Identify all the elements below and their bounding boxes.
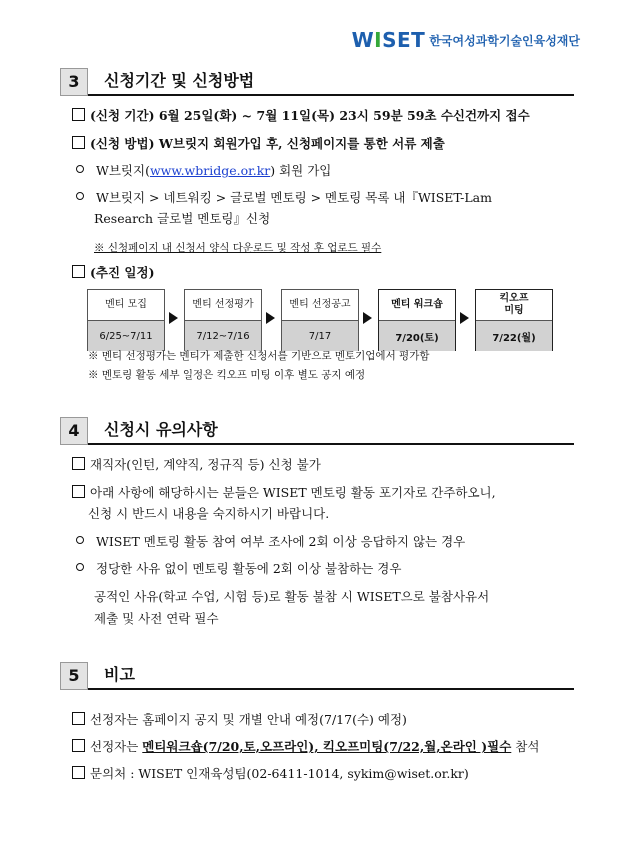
checkbox-square-icon — [72, 457, 85, 470]
flow-step-label: 킥오프 미팅 — [476, 290, 552, 321]
circle-bullet-icon — [76, 165, 84, 173]
section-4-header — [60, 413, 574, 445]
contact-item: 문의처 : WISET 인재육성팀(02-6411-1014, sykim@wiset.or.kr) — [72, 765, 469, 783]
flow-step-label: 멘티 선정공고 — [282, 290, 358, 321]
bullet-apply-path: W브릿지 > 네트워킹 > 글로벌 멘토링 > 멘토링 목록 내『WISET-Lam — [76, 189, 492, 207]
arrow-right-icon — [460, 312, 469, 324]
remark-item: 선정자는 홈페이지 공지 및 개별 안내 예정(7/17(수) 예정) — [72, 711, 407, 729]
section-title: 신청시 유의사항 — [104, 420, 218, 439]
checkbox-square-icon — [72, 712, 85, 725]
circle-bullet-icon — [76, 536, 84, 544]
flow-step — [378, 289, 456, 351]
flow-step — [281, 289, 359, 351]
circle-bullet-icon — [76, 192, 84, 200]
evaluation-note: ※ 멘티 선정평가는 멘티가 제출한 신청서를 기반으로 멘토기업에서 평가함 — [88, 350, 430, 362]
section-title: 비고 — [104, 665, 135, 684]
checkbox-square-icon — [72, 766, 85, 779]
forfeit-bullet-1: WISET 멘토링 활동 참여 여부 조사에 2회 이상 응답하지 않는 경우 — [76, 533, 465, 551]
bullet-signup: W브릿지(www.wbridge.or.kr) 회원 가입 — [76, 162, 331, 180]
checkbox-square-icon — [72, 485, 85, 498]
section-number: 4 — [60, 417, 88, 445]
schedule-title: (추진 일정) — [72, 264, 154, 282]
wbridge-link[interactable]: www.wbridge.or.kr — [149, 163, 271, 178]
checkbox-square-icon — [72, 265, 85, 278]
forfeit-item: 아래 사항에 해당하시는 분들은 WISET 멘토링 활동 포기자로 간주하오니, — [72, 484, 496, 502]
remark-item: 선정자는 멘티워크숍(7/20,토,오프라인), 킥오프미팅(7/22,월,온라인 )필수 참석 — [72, 738, 539, 756]
checkbox-square-icon — [72, 108, 85, 121]
arrow-right-icon — [266, 312, 275, 324]
forfeit-bullet-2: 정당한 사유 없이 멘토링 활동에 2회 이상 불참하는 경우 — [76, 560, 401, 578]
section-number: 5 — [60, 662, 88, 690]
application-method: (신청 방법) W브릿지 회원가입 후, 신청페이지를 통한 서류 제출 — [72, 135, 445, 153]
section-5-header — [60, 658, 574, 690]
flow-step-date: 6/25~7/11 — [88, 321, 164, 351]
flow-step-label: 멘티 선정평가 — [185, 290, 261, 321]
section-3-header — [60, 64, 574, 96]
checkbox-square-icon — [72, 739, 85, 752]
flow-step — [87, 289, 165, 351]
restriction-item: 재직자(인턴, 계약직, 정규직 등) 신청 불가 — [72, 456, 321, 474]
forfeit-item-cont: 신청 시 반드시 내용을 숙지하시기 바랍니다. — [88, 506, 330, 521]
bullet-apply-path-cont: Research 글로벌 멘토링』신청 — [94, 211, 271, 226]
upload-note: ※ 신청페이지 내 신청서 양식 다운로드 및 작성 후 업로드 필수 — [94, 242, 382, 254]
absence-rule-cont: 제출 및 사전 연락 필수 — [94, 611, 219, 626]
flow-step-label: 멘티 모집 — [88, 290, 164, 321]
flow-step — [475, 289, 553, 351]
arrow-right-icon — [363, 312, 372, 324]
absence-rule: 공적인 사유(학교 수업, 시험 등)로 활동 불참 시 WISET으로 불참사유서 — [94, 589, 490, 604]
logo-accent-letter: I — [374, 28, 383, 52]
application-period: (신청 기간) 6월 25일(화) ~ 7월 11일(목) 23시 59분 59초 수신건까지 접수 — [72, 107, 530, 125]
flow-step-date: 7/17 — [282, 321, 358, 351]
flow-step — [184, 289, 262, 351]
logo-mark: WISET — [351, 28, 426, 52]
flow-step-date: 7/20(토) — [379, 321, 455, 351]
checkbox-square-icon — [72, 136, 85, 149]
logo-text: 한국여성과학기술인육성재단 — [429, 33, 580, 48]
arrow-right-icon — [169, 312, 178, 324]
schedule-note: ※ 멘토링 활동 세부 일정은 킥오프 미팅 이후 별도 공지 예정 — [88, 369, 366, 381]
section-title: 신청기간 및 신청방법 — [104, 71, 255, 90]
wiset-logo — [352, 28, 580, 52]
section-number: 3 — [60, 68, 88, 96]
flow-step-date: 7/22(월) — [476, 321, 552, 351]
flow-step-date: 7/12~7/16 — [185, 321, 261, 351]
flow-step-label: 멘티 워크숍 — [379, 290, 455, 321]
circle-bullet-icon — [76, 563, 84, 571]
